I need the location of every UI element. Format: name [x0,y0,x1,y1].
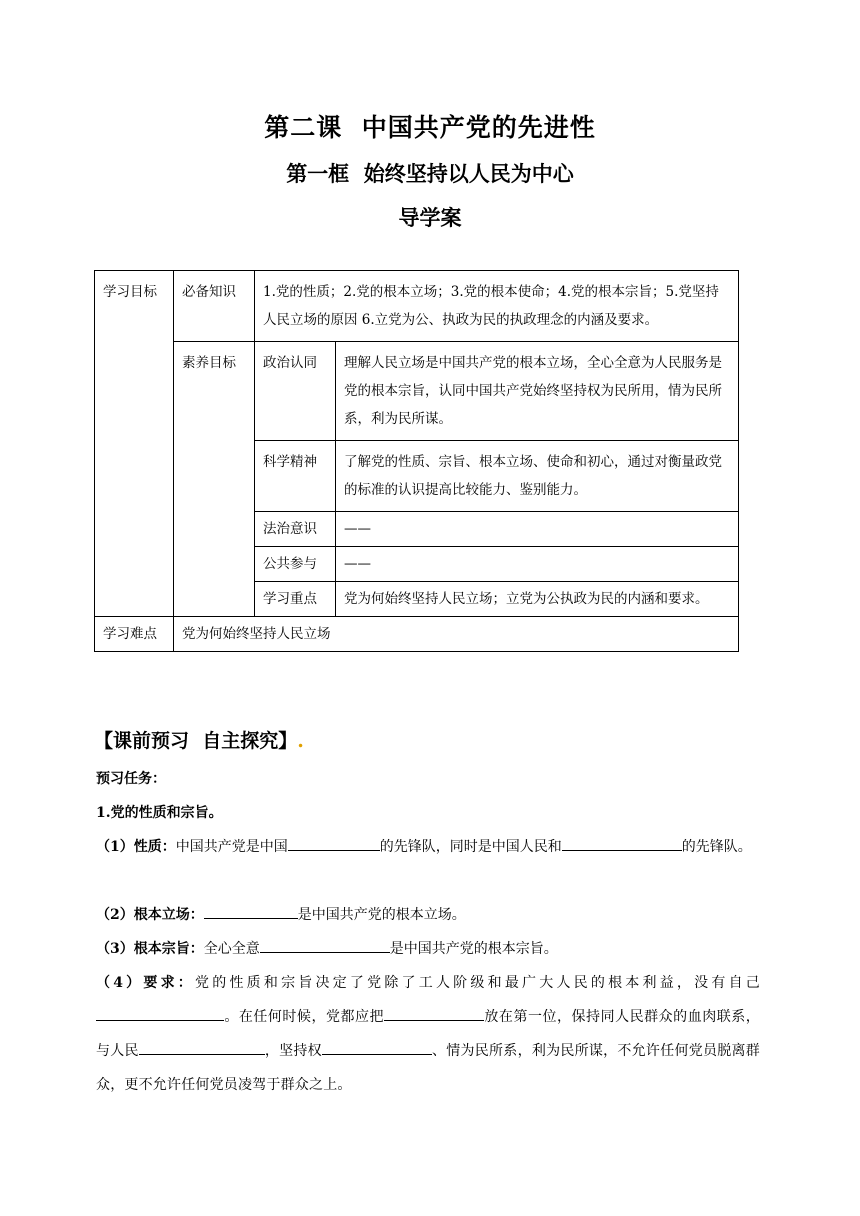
paragraph-purpose [96,932,750,966]
heading-dot: . [297,730,304,752]
item-1-heading: 1.党的性质和宗旨。 [96,805,223,821]
requirement-text-c: 放在第一位，保持同人民群众的血肉联系，与人民 [96,1009,760,1059]
nature-text-a: 中国共产党是中国 [175,839,288,855]
stance-label: （2）根本立场： [96,907,204,923]
blank-field[interactable] [322,1038,432,1055]
blank-field[interactable] [139,1038,265,1055]
difficulty-text: 党为何始终坚持人民立场 [174,617,739,652]
requirement-text-b: 。在任何时候，党都应把 [224,1009,385,1025]
nature-text-c: 的先锋队。 [681,839,752,855]
row-label: 政治认同 [255,342,336,441]
row-text: —— [336,547,739,582]
section-heading: 【课前预习 自主探究】. [94,730,304,752]
nature-text-b: 的先锋队，同时是中国人民和 [379,839,562,855]
requirement-text-d: ，坚持权 [264,1043,322,1059]
blank-field[interactable] [384,1004,484,1021]
nature-label: （1）性质： [96,839,176,855]
lesson-title: 第二课 中国共产党的先进性 [264,113,596,142]
learning-goals-table [94,270,739,652]
blank-field[interactable] [260,936,390,953]
blank-field[interactable] [96,1004,224,1021]
paragraph-stance [96,898,750,932]
difficulty-label: 学习难点 [95,617,174,652]
requirement-text-a: 党的性质和宗旨决定了党除了工人阶级和最广大人民的根本利益，没有自己 [195,975,760,991]
paragraph-nature [96,830,760,864]
knowledge-text: 1.党的性质；2.党的根本立场；3.党的根本使命；4.党的根本宗旨；5.党坚持人民立场的原因 6.立党为公、执政为民的执政理念的内涵及要求。 [255,271,739,342]
row-text: 了解党的性质、宗旨、根本立场、使命和初心，通过对衡量政党的标准的认识提高比较能力、鉴别能力。 [336,441,739,512]
focus-text: 党为何始终坚持人民立场；立党为公执政为民的内涵和要求。 [336,582,739,617]
purpose-text-a: 全心全意 [203,941,260,957]
requirement-label: （4）要求： [96,975,196,991]
row-label: 法治意识 [255,512,336,547]
literacy-label: 素养目标 [174,342,255,617]
task-label: 预习任务： [96,771,166,787]
paragraph-requirement [96,966,760,1102]
section-subtitle: 第一框 始终坚持以人民为中心 [286,161,574,186]
blank-field[interactable] [288,834,380,851]
row-label: 科学精神 [255,441,336,512]
row-label: 公共参与 [255,547,336,582]
row-text: 理解人民立场是中国共产党的根本立场，全心全意为人民服务是党的根本宗旨，认同中国共产党始终坚持权为民所用，情为民所系，利为民所谋。 [336,342,739,441]
focus-label: 学习重点 [255,582,336,617]
row-text: —— [336,512,739,547]
stance-text: 是中国共产党的根本立场。 [297,907,466,923]
knowledge-label: 必备知识 [174,271,255,342]
blank-field[interactable] [562,834,682,851]
blank-field[interactable] [204,902,298,919]
goal-label: 学习目标 [95,271,174,617]
requirement-text-e: 、情为民所系，利为民所谋，不允许任何党员脱离群众，更不允许任何党员凌驾于群众之上。 [96,1043,760,1093]
doc-type: 导学案 [398,205,462,230]
purpose-text-b: 是中国共产党的根本宗旨。 [389,941,558,957]
purpose-label: （3）根本宗旨： [96,941,204,957]
